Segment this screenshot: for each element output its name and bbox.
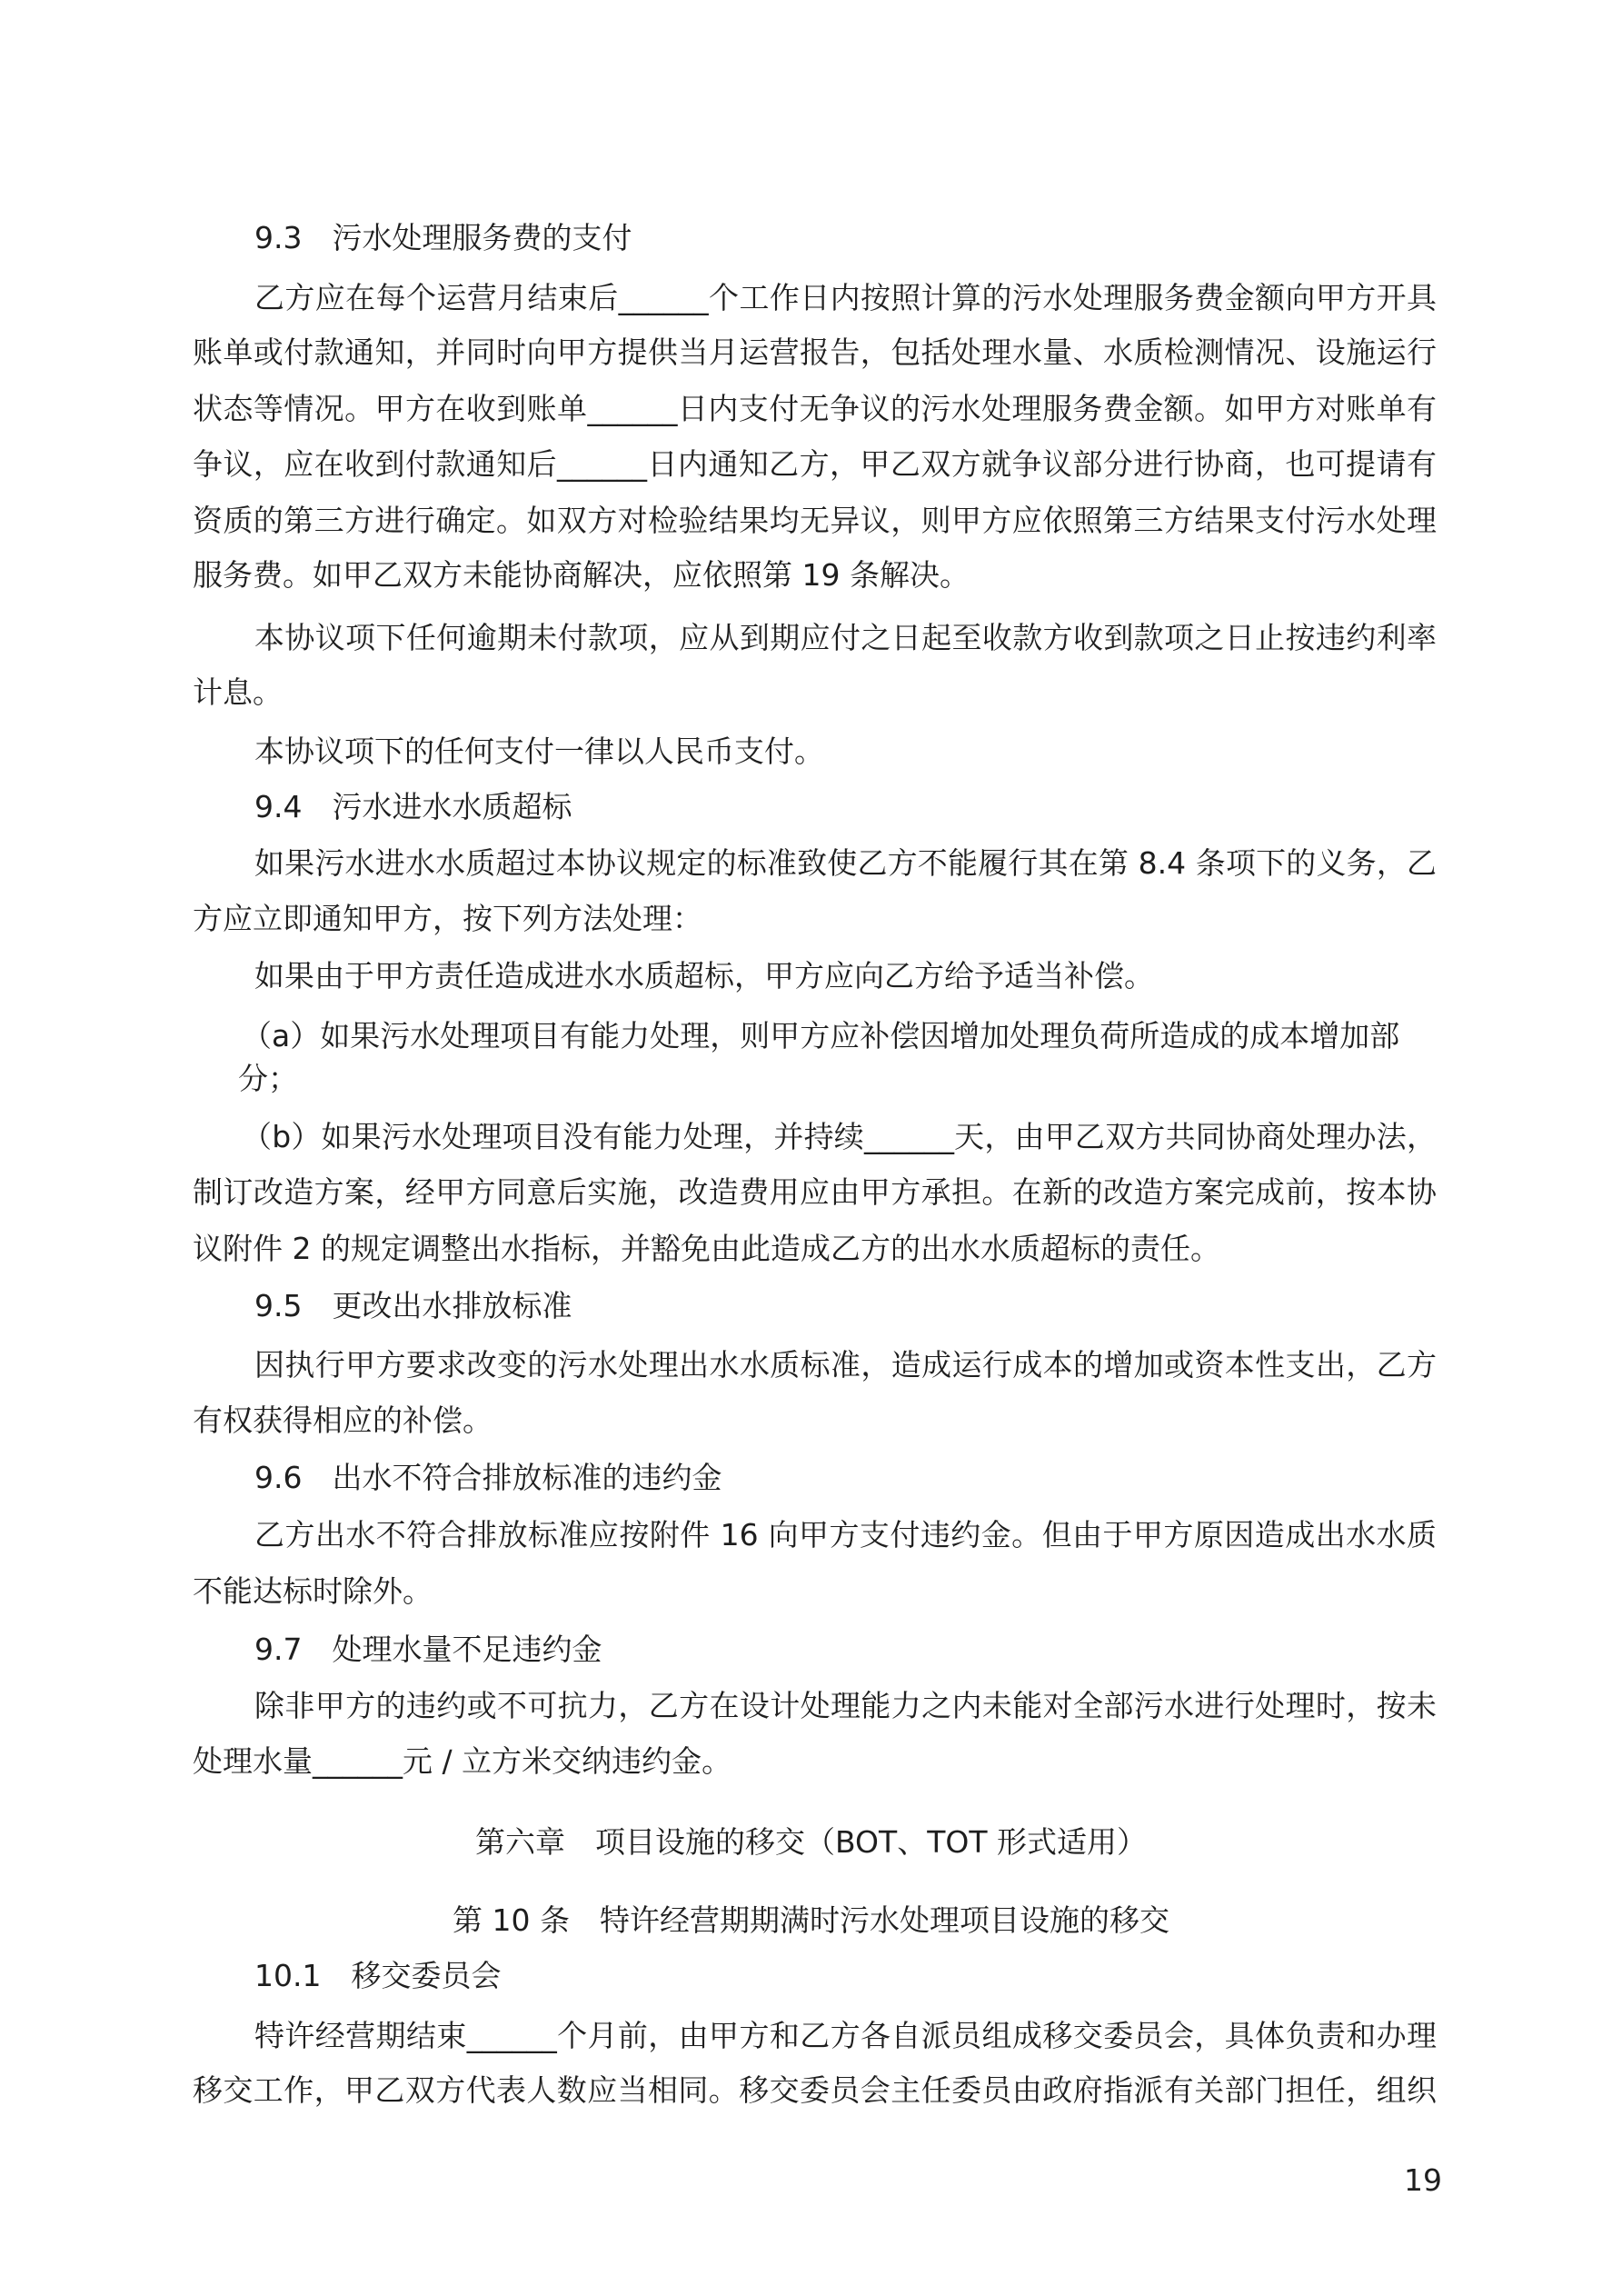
list-item-a-continued: 分； [238, 1061, 298, 1096]
chapter-heading: 第六章 项目设施的移交（BOT、TOT 形式适用） [475, 1824, 1147, 1860]
paragraph-line: 移交工作，甲乙双方代表人数应当相同。移交委员会主任委员由政府指派有关部门担任，组织 [193, 2072, 1437, 2108]
section-heading-9-4: 9.4 污水进水水质超标 [254, 789, 572, 824]
section-heading-9-5: 9.5 更改出水排放标准 [254, 1288, 572, 1323]
paragraph-line: 特许经营期结束______个月前，由甲方和乙方各自派员组成移交委员会，具体负责和办理 [254, 2018, 1437, 2053]
list-item-a: （a）如果污水处理项目有能力处理，则甲方应补偿因增加处理负荷所造成的成本增加部 [242, 1018, 1400, 1053]
paragraph-line: 状态等情况。甲方在收到账单______日内支付无争议的污水处理服务费金额。如甲方对账单有 [193, 391, 1437, 426]
paragraph-line: 账单或付款通知，并同时向甲方提供当月运营报告，包括处理水量、水质检测情况、设施运行 [193, 334, 1437, 370]
paragraph-line: 计息。 [193, 674, 283, 710]
section-heading-10-1: 10.1 移交委员会 [254, 1958, 502, 1993]
paragraph-line: 争议，应在收到付款通知后______日内通知乙方，甲乙双方就争议部分进行协商，也可提请有 [193, 446, 1437, 482]
section-heading-9-3: 9.3 污水处理服务费的支付 [254, 220, 632, 255]
section-heading-9-7: 9.7 处理水量不足违约金 [254, 1632, 602, 1667]
page-number: 19 [1404, 2162, 1442, 2198]
paragraph-line: 资质的第三方进行确定。如双方对检验结果均无异议，则甲方应依照第三方结果支付污水处理 [193, 503, 1437, 538]
paragraph-line: 方应立即通知甲方，按下列方法处理： [193, 901, 702, 936]
paragraph-line: 不能达标时除外。 [193, 1573, 433, 1609]
paragraph-line: 乙方出水不符合排放标准应按附件 16 向甲方支付违约金。但由于甲方原因造成出水水质 [254, 1517, 1437, 1552]
paragraph-line: 议附件 2 的规定调整出水指标，并豁免由此造成乙方的出水水质超标的责任。 [193, 1231, 1220, 1266]
paragraph-line: 有权获得相应的补偿。 [193, 1403, 493, 1438]
section-heading-9-6: 9.6 出水不符合排放标准的违约金 [254, 1460, 722, 1495]
article-heading: 第 10 条 特许经营期期满时污水处理项目设施的移交 [453, 1902, 1169, 1938]
paragraph-line: 处理水量______元 / 立方米交纳违约金。 [193, 1743, 732, 1779]
paragraph-line: 除非甲方的违约或不可抗力，乙方在设计处理能力之内未能对全部污水进行处理时，按未 [254, 1688, 1437, 1723]
paragraph-line: 乙方应在每个运营月结束后______个工作日内按照计算的污水处理服务费金额向甲方开具 [254, 280, 1437, 315]
paragraph-line: 制订改造方案，经甲方同意后实施，改造费用应由甲方承担。在新的改造方案完成前，按本协 [193, 1174, 1437, 1210]
paragraph-line: 服务费。如甲乙双方未能协商解决，应依照第 19 条解决。 [193, 557, 970, 593]
paragraph-line: 因执行甲方要求改变的污水处理出水水质标准，造成运行成本的增加或资本性支出，乙方 [254, 1347, 1437, 1383]
list-item-b: （b）如果污水处理项目没有能力处理，并持续______天，由甲乙双方共同协商处理办法， [242, 1119, 1437, 1154]
paragraph-line: 如果由于甲方责任造成进水水质超标，甲方应向乙方给予适当补偿。 [254, 958, 1154, 993]
paragraph-line: 如果污水进水水质超过本协议规定的标准致使乙方不能履行其在第 8.4 条项下的义务，乙 [254, 845, 1437, 881]
paragraph-line: 本协议项下任何逾期未付款项，应从到期应付之日起至收款方收到款项之日止按违约利率 [254, 620, 1437, 655]
paragraph-line: 本协议项下的任何支付一律以人民币支付。 [254, 734, 824, 769]
